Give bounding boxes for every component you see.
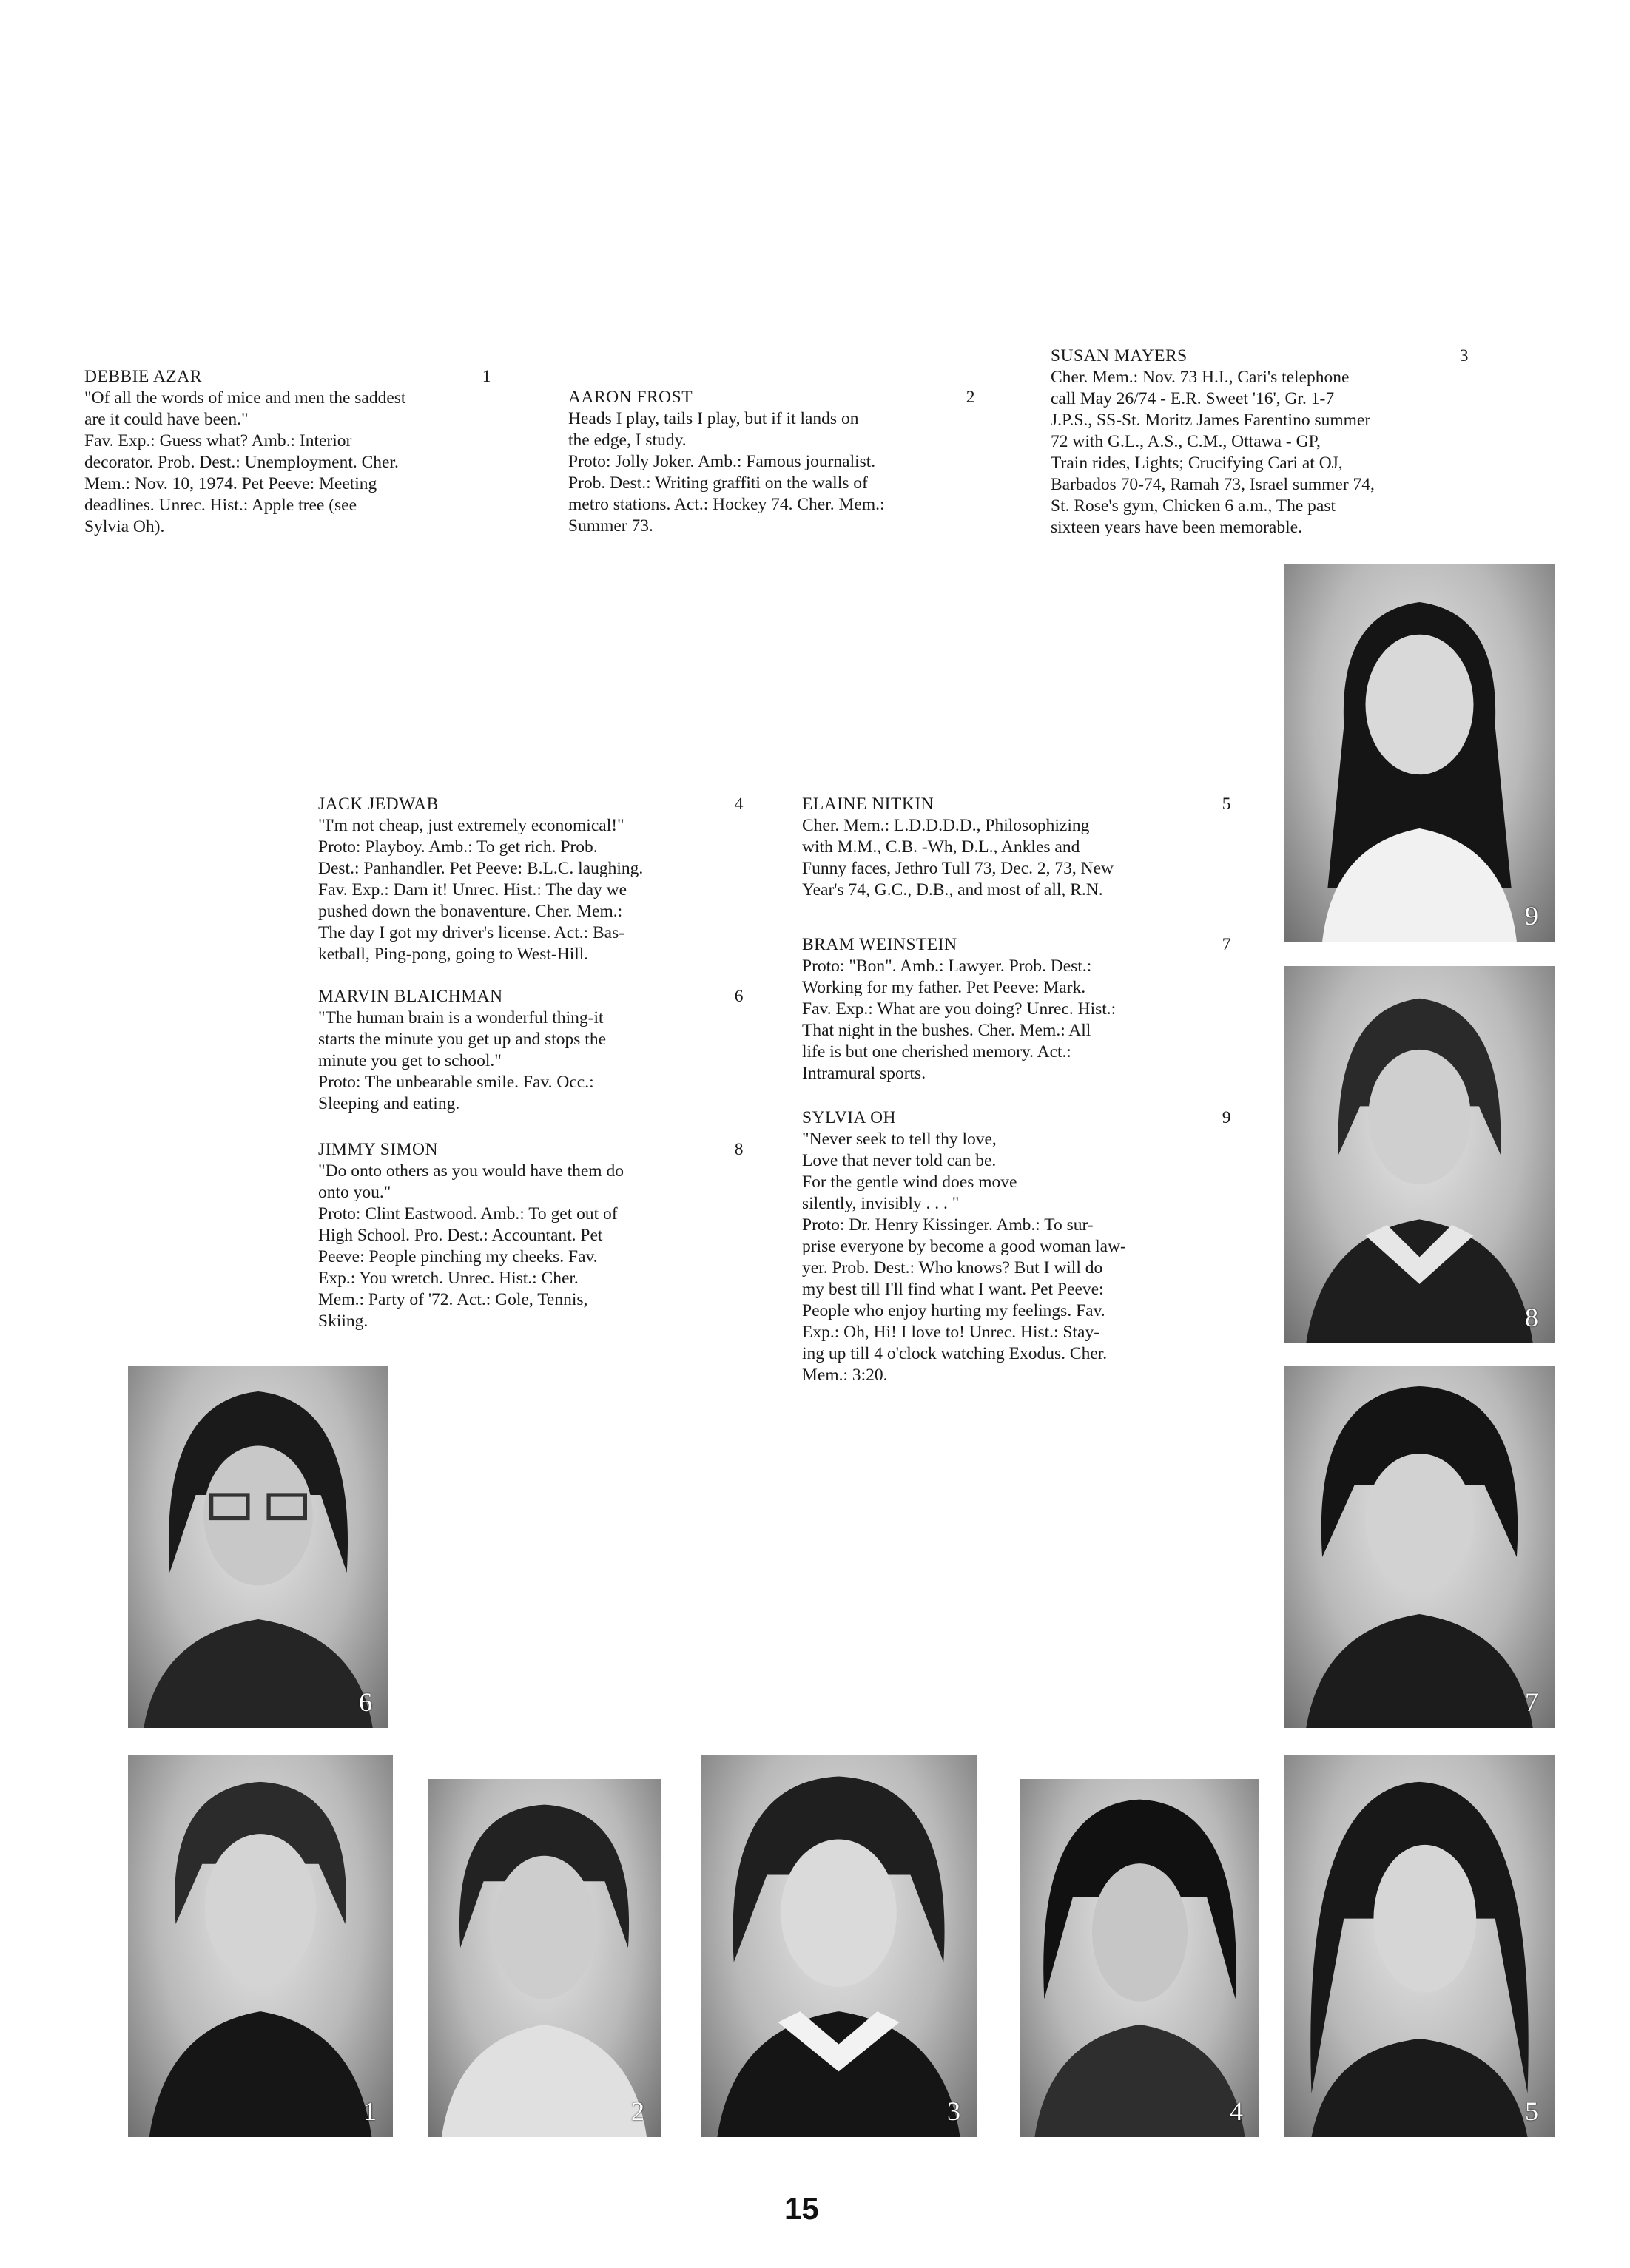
portrait-silhouette: [1284, 966, 1555, 1343]
entry-name: ELAINE NITKIN: [802, 794, 934, 814]
entry-sylvia-oh: [802, 1107, 1261, 1386]
photo-number: 9: [1525, 901, 1538, 931]
entry-number: 9: [1222, 1108, 1231, 1127]
entry-number: 8: [734, 1140, 744, 1159]
entry-number: 4: [734, 794, 744, 814]
entry-number: 1: [482, 367, 491, 386]
photo-number: 3: [947, 2096, 960, 2126]
entry-text: Proto: "Bon". Amb.: Lawyer. Prob. Dest.: Working for my father. Pet Peeve: Mark. Fav. Exp.: What are you doing? Unrec. Hist.: That night in the bushes. Cher. Mem.: All life is but one cherished memory. Act.: Intramural sports.: [802, 956, 1117, 1083]
entry-number: 7: [1222, 935, 1231, 954]
entry-name: SYLVIA OH: [802, 1108, 897, 1127]
portrait-photo-2: [428, 1779, 661, 2137]
portrait-silhouette: [428, 1779, 661, 2137]
portrait-photo-1: [128, 1755, 393, 2137]
entry-jack-jedwab: [318, 794, 773, 965]
entry-number: 3: [1459, 346, 1469, 365]
entry-jimmy-simon: [318, 1139, 773, 1332]
photo-number: 7: [1525, 1687, 1538, 1717]
entry-name: MARVIN BLAICHMAN: [318, 987, 503, 1006]
entry-susan-mayers: [1051, 345, 1498, 539]
entry-text: "The human brain is a wonderful thing-it starts the minute you get up and stops the minute you get to school." Proto: The unbearable smile. Fav. Occ.: Sleeping and eating.: [318, 1008, 607, 1113]
photo-number: 5: [1525, 2096, 1538, 2126]
entry-elaine-nitkin: [802, 794, 1261, 901]
portrait-silhouette: [128, 1366, 388, 1728]
portrait-photo-8: [1284, 966, 1555, 1343]
entry-name: DEBBIE AZAR: [84, 367, 202, 386]
entry-text: "Of all the words of mice and men the saddest are it could have been." Fav. Exp.: Guess what? Amb.: Interior decorator. Prob. Dest.: Unemployment. Cher. Mem.: Nov. 10, 1974. Pet Peeve: Meeting deadlines. Unrec. Hist.: Apple tree (see Sylvia Oh).: [84, 388, 406, 536]
entry-aaron-frost: [568, 387, 1005, 537]
entry-text: "I'm not cheap, just extremely economical!" Proto: Playboy. Amb.: To get rich. Prob. Dest.: Panhandler. Pet Peeve: B.L.C. laughing. Fav. Exp.: Darn it! Unrec. Hist.: The day we pushed down the bonaventure. Cher. Mem.: The day I got my driver's license. Act.: Bas- ketball, Ping-pong, going to West-Hill.: [318, 816, 644, 964]
entry-text: Cher. Mem.: L.D.D.D.D., Philosophizing with M.M., C.B. -Wh, D.L., Ankles and Funny faces, Jethro Tull 73, Dec. 2, 73, New Year's 74, G.C., D.B., and most of all, R.N.: [802, 816, 1114, 900]
page-number: 15: [784, 2191, 819, 2226]
photo-number: 2: [631, 2096, 644, 2126]
entry-text: "Never seek to tell thy love, Love that never told can be. For the gentle wind does move silently, invisibly . . . " Proto: Dr. Henry Kissinger. Amb.: To sur- prise everyone by become a good woman law- yer. Prob. Dest.: Who knows? But I will do my best till I'll find what I want. Pet Peeve: People who enjoy hurting my feelings. Fav. Exp.: Oh, Hi! I love to! Unrec. Hist.: Stay- ing up till 4 o'clock watching Exodus. Cher. Mem.: 3:20.: [802, 1130, 1126, 1385]
portrait-photo-5: [1284, 1755, 1555, 2137]
entry-name: SUSAN MAYERS: [1051, 346, 1188, 365]
photo-number: 4: [1230, 2096, 1243, 2126]
photo-number: 1: [363, 2096, 377, 2126]
entry-debbie-azar: [84, 366, 521, 538]
photo-number: 8: [1525, 1303, 1538, 1332]
entry-text: Cher. Mem.: Nov. 73 H.I., Cari's telephone call May 26/74 - E.R. Sweet '16', Gr. 1-7 J.P.S., SS-St. Moritz James Farentino summer 72 with G.L., A.S., C.M., Ottawa - GP, Train rides, Lights; Crucifying Cari at OJ, Barbados 70-74, Ramah 73, Israel summer 74, St. Rose's gym, Chicken 6 a.m., The past sixteen years have been memorable.: [1051, 368, 1375, 537]
portrait-silhouette: [1284, 1755, 1555, 2137]
portrait-photo-7: [1284, 1366, 1555, 1728]
entry-text: Heads I play, tails I play, but if it lands on the edge, I study. Proto: Jolly Joker. Amb.: Famous journalist. Prob. Dest.: Writing graffiti on the walls of metro stations. Act.: Hockey 74. Cher. Mem.: Summer 73.: [568, 409, 885, 536]
portrait-silhouette: [1284, 564, 1555, 942]
entry-name: JACK JEDWAB: [318, 794, 439, 814]
portrait-silhouette: [128, 1755, 393, 2137]
portrait-silhouette: [701, 1755, 977, 2137]
entry-number: 5: [1222, 794, 1231, 814]
entry-number: 2: [966, 388, 975, 407]
portrait-photo-3: [701, 1755, 977, 2137]
portrait-silhouette: [1284, 1366, 1555, 1728]
entry-name: JIMMY SIMON: [318, 1140, 438, 1159]
entry-text: "Do onto others as you would have them do onto you." Proto: Clint Eastwood. Amb.: To get out of High School. Pro. Dest.: Accountant. Pet Peeve: People pinching my cheeks. Fav. Exp.: You wretch. Unrec. Hist.: Cher. Mem.: Party of '72. Act.: Gole, Tennis, Skiing.: [318, 1161, 624, 1331]
entry-name: AARON FROST: [568, 388, 693, 407]
portrait-photo-4: [1020, 1779, 1259, 2137]
entry-marvin-blaichman: [318, 986, 773, 1115]
entry-name: BRAM WEINSTEIN: [802, 935, 957, 954]
photo-number: 6: [359, 1687, 372, 1717]
entry-number: 6: [734, 987, 744, 1006]
portrait-silhouette: [1020, 1779, 1259, 2137]
entry-bram-weinstein: [802, 934, 1261, 1084]
portrait-photo-9: [1284, 564, 1555, 942]
portrait-photo-6: [128, 1366, 388, 1728]
